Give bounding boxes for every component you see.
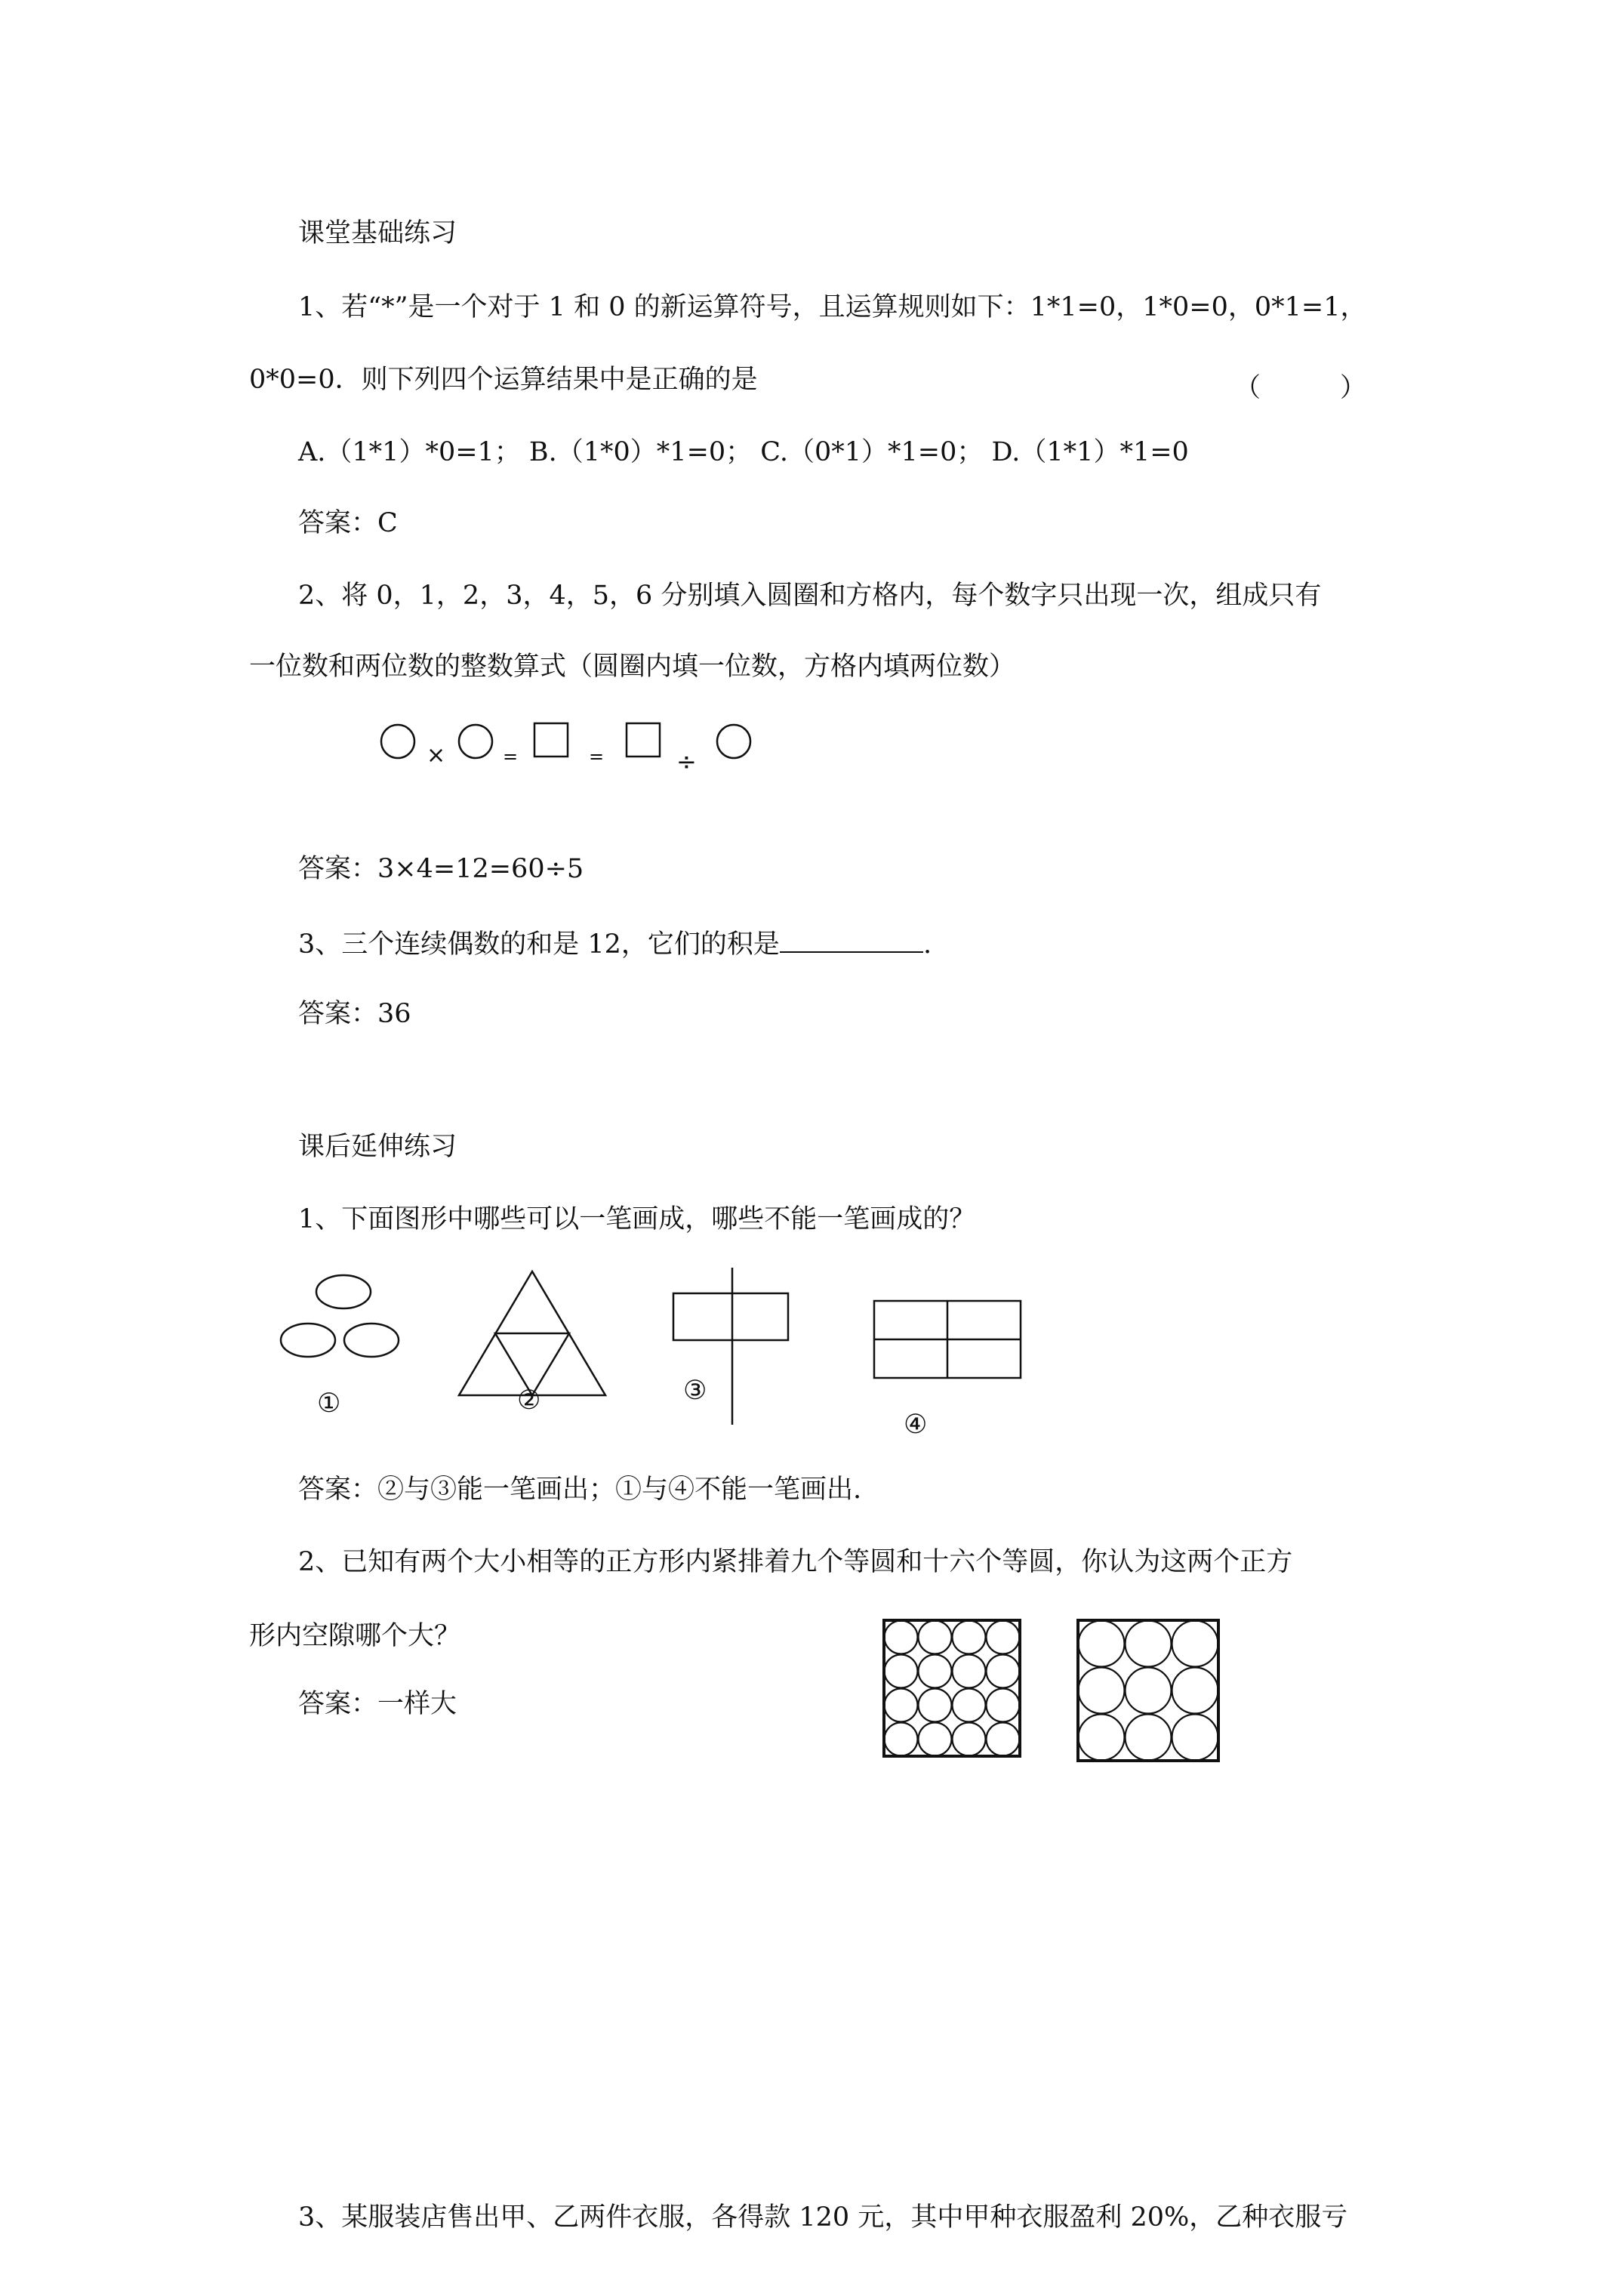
figure-rect-with-line [664,1265,800,1431]
q1-answer: 答案：C [298,508,398,538]
packed-circle [953,1723,986,1756]
packed-circle [1172,1668,1218,1714]
q1-paren-right: ） [1340,373,1367,403]
packed-circle [953,1689,986,1722]
ext-q2-line1: 2、已知有两个大小相等的正方形内紧排着九个等圆和十六个等圆，你认为这两个正方 [298,1547,1293,1577]
packed-circle [885,1655,918,1688]
packing-square [1078,1620,1218,1761]
label-fig-3: ③ [683,1376,707,1406]
q3-period: . [922,929,932,960]
packed-circle [885,1723,918,1756]
divide-sign: ÷ [676,747,697,776]
packed-circle [1126,1668,1172,1714]
packed-circle [987,1723,1020,1756]
figure-triangle [453,1268,611,1404]
equal-sign-2: = [589,746,605,767]
packed-circle [987,1621,1020,1654]
q2-line1: 2、将 0，1，2，3，4，5，6 分别填入圆圈和方格内，每个数字只出现一次，组成只有 [298,581,1322,611]
q3-answer-blank [780,929,923,953]
ext-q2-answer: 答案：一样大 [298,1689,457,1719]
figure-sixteen-circles [882,1618,1022,1758]
circle-blank-1 [381,725,414,758]
packed-circle [1126,1715,1172,1761]
packed-circle [1079,1715,1125,1761]
q1-paren-left: （ [1234,373,1261,403]
packed-circle [919,1621,952,1654]
ext-q1-answer: 答案：②与③能一笔画出；①与④不能一笔画出. [298,1475,862,1505]
packed-circle [987,1689,1020,1722]
packed-circle [953,1621,986,1654]
packed-circle [1172,1715,1218,1761]
times-sign: × [427,742,446,769]
ext-q1-text: 1、下面图形中哪些可以一笔画成，哪些不能一笔画成的？ [298,1204,976,1234]
q2-line2: 一位数和两位数的整数算式（圆圈内填一位数，方格内填两位数） [249,652,1016,682]
q3-line [298,929,932,958]
ext-q3-line1: 3、某服装店售出甲、乙两件衣服，各得款 120 元，其中甲种衣服盈利 20%，乙种衣服亏 [298,2202,1348,2233]
figure-three-ellipses [279,1272,408,1363]
figure-nine-circles [1076,1618,1224,1763]
section-title-extension: 课后延伸练习 [298,1132,457,1162]
q1-line2: 0*0=0．则下列四个运算结果中是正确的是 [249,365,758,395]
square-blank-2 [627,723,660,757]
equation-figure [362,710,785,800]
q3-answer: 答案：36 [298,999,411,1029]
label-fig-2: ② [517,1385,541,1416]
packed-circle [1172,1621,1218,1667]
q2-answer: 答案：3×4=12=60÷5 [298,854,584,884]
circle-blank-3 [717,725,750,758]
q1-line1: 1、若“*”是一个对于 1 和 0 的新运算符号，且运算规则如下：1*1=0，1*0=0，0*1=1， [298,292,1367,322]
label-fig-4: ④ [904,1410,928,1440]
ext-q2-line2: 形内空隙哪个大？ [249,1621,461,1651]
packed-circle [919,1723,952,1756]
circle-blank-2 [459,725,492,758]
packed-circle [987,1655,1020,1688]
packed-circle [953,1655,986,1688]
packed-circle [1079,1668,1125,1714]
figure-divided-rect [868,1295,1027,1385]
label-fig-1: ① [317,1388,341,1419]
packed-circle [1126,1621,1172,1667]
square-blank-1 [534,723,568,757]
packed-circle [885,1621,918,1654]
packed-circle [919,1689,952,1722]
packed-circle [919,1655,952,1688]
q1-options: A.（1*1）*0=1； B.（1*0）*1=0； C.（0*1）*1=0； D.（1*1）*1=0 [298,437,1189,467]
packed-circle [885,1689,918,1722]
section-title-basic: 课堂基础练习 [298,218,457,248]
equal-sign-1: = [503,746,519,767]
q3-text: 3、三个连续偶数的和是 12，它们的积是 [298,929,780,960]
packed-circle [1079,1621,1125,1667]
